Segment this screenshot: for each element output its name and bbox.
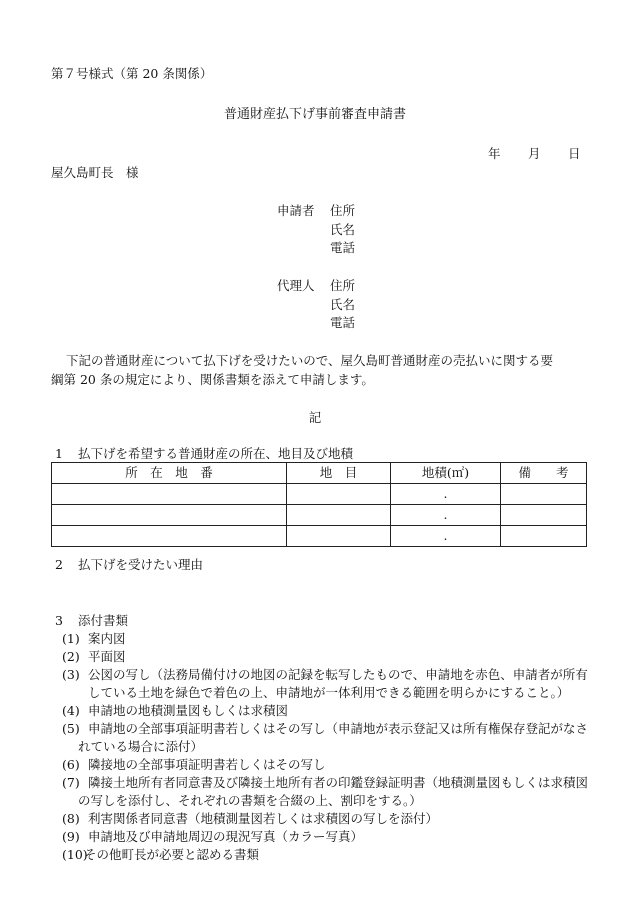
cell-area[interactable]: . bbox=[391, 526, 501, 547]
item-text: 申請地の地積測量図もしくは求積図 bbox=[88, 703, 289, 718]
section-1-number: 1 bbox=[55, 446, 63, 461]
body-text-line-2: 綱第 20 条の規定により、関係書類を添えて申請します。 bbox=[51, 372, 374, 387]
item-number: (7) bbox=[62, 775, 80, 790]
list-item bbox=[62, 757, 326, 772]
agent-role-label: 代理人 bbox=[277, 278, 315, 293]
item-text: 平面図 bbox=[88, 649, 126, 664]
item-number: (6) bbox=[62, 757, 80, 772]
list-item bbox=[62, 721, 588, 736]
document-title: 普通財産払下げ事前審査申請書 bbox=[223, 107, 406, 122]
agent-address-label: 住所 bbox=[330, 278, 356, 293]
item-text: 隣接土地所有者同意書及び隣接土地所有者の印鑑登録証明書（地積測量図もしくは求積図 bbox=[88, 775, 589, 790]
list-item bbox=[62, 811, 438, 826]
list-item bbox=[62, 775, 588, 790]
item-continuation: している土地を緑色で着色の上、申請地が一体利用できる範囲を明らかにすること。） bbox=[88, 685, 570, 700]
parcel-table bbox=[51, 462, 587, 547]
table-row bbox=[52, 484, 587, 505]
item-number: (3) bbox=[62, 667, 80, 682]
list-item bbox=[62, 631, 126, 646]
item-number: (8) bbox=[62, 811, 80, 826]
header-area: 地積(㎡) bbox=[391, 463, 501, 484]
header-land-category: 地 目 bbox=[287, 463, 391, 484]
applicant-phone-label: 電話 bbox=[330, 240, 356, 255]
cell-remarks[interactable] bbox=[501, 526, 587, 547]
table-row bbox=[52, 526, 587, 547]
section-3-number: 3 bbox=[55, 613, 63, 628]
item-number: (9) bbox=[62, 829, 80, 844]
item-number: (10) bbox=[62, 847, 88, 862]
section-1-title: 払下げを希望する普通財産の所在、地目及び地積 bbox=[78, 446, 354, 461]
date-month-label: 月 bbox=[528, 146, 541, 161]
applicant-address-label: 住所 bbox=[330, 203, 356, 218]
item-text: 申請地の全部事項証明書若しくはその写し（申請地が表示登記又は所有権保存登記がなさ bbox=[88, 721, 589, 736]
ki-heading: 記 bbox=[308, 410, 322, 425]
section-2-number: 2 bbox=[55, 557, 63, 572]
cell-remarks[interactable] bbox=[501, 484, 587, 505]
agent-name-label: 氏名 bbox=[330, 297, 356, 312]
item-text: 隣接地の全部事項証明書若しくはその写し bbox=[88, 757, 326, 772]
item-text: その他町長が必要と認める書類 bbox=[84, 847, 260, 862]
header-location: 所 在 地 番 bbox=[52, 463, 287, 484]
date-day-label: 日 bbox=[568, 146, 581, 161]
cell-location[interactable] bbox=[52, 526, 287, 547]
section-3-title: 添付書類 bbox=[78, 613, 129, 628]
item-continuation: れている場合に添付） bbox=[78, 739, 204, 754]
cell-land-category[interactable] bbox=[287, 505, 391, 526]
item-text: 申請地及び申請地周辺の現況写真（カラー写真） bbox=[88, 829, 364, 844]
cell-area[interactable]: . bbox=[391, 505, 501, 526]
body-text-line-1: 下記の普通財産について払下げを受けたいので、屋久島町普通財産の売払いに関する要 bbox=[66, 353, 554, 368]
addressee: 屋久島町長 様 bbox=[51, 165, 139, 180]
applicant-name-label: 氏名 bbox=[330, 222, 356, 237]
list-item bbox=[62, 703, 288, 718]
item-continuation: の写しを添付し、それぞれの書類を合綴の上、割印をする。） bbox=[78, 793, 422, 808]
item-number: (1) bbox=[62, 631, 80, 646]
item-number: (4) bbox=[62, 703, 80, 718]
section-2-title: 払下げを受けたい理由 bbox=[78, 557, 204, 572]
item-text: 案内図 bbox=[88, 631, 126, 646]
form-number-label: 第７号様式（第 20 条関係） bbox=[51, 66, 213, 81]
list-item bbox=[62, 649, 126, 664]
cell-location[interactable] bbox=[52, 484, 287, 505]
item-text: 利害関係者同意書（地積測量図若しくは求積図の写しを添付） bbox=[88, 811, 439, 826]
table-row bbox=[52, 505, 587, 526]
date-year-label: 年 bbox=[488, 146, 501, 161]
agent-phone-label: 電話 bbox=[330, 315, 356, 330]
item-text: 公図の写し（法務局備付けの地図の記録を転写したもので、申請地を赤色、申請者が所有 bbox=[88, 667, 588, 682]
applicant-role-label: 申請者 bbox=[277, 203, 315, 218]
item-number: (2) bbox=[62, 649, 80, 664]
list-item bbox=[62, 667, 588, 682]
table-header-row bbox=[52, 463, 587, 484]
cell-remarks[interactable] bbox=[501, 505, 587, 526]
cell-land-category[interactable] bbox=[287, 484, 391, 505]
cell-land-category[interactable] bbox=[287, 526, 391, 547]
cell-location[interactable] bbox=[52, 505, 287, 526]
list-item bbox=[62, 829, 363, 844]
list-item bbox=[62, 847, 259, 862]
item-number: (5) bbox=[62, 721, 80, 736]
header-remarks: 備 考 bbox=[501, 463, 587, 484]
cell-area[interactable]: . bbox=[391, 484, 501, 505]
